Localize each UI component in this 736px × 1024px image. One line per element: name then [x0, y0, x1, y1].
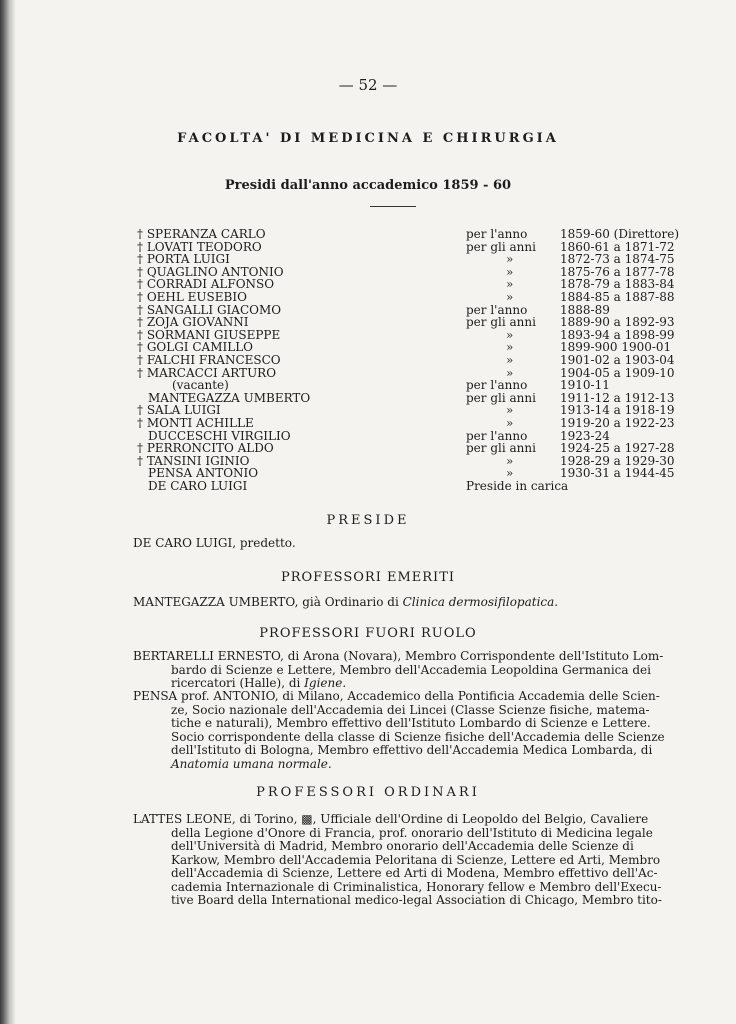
dean-name: † PORTA LUIGI — [137, 252, 230, 267]
dean-term-label: » — [506, 340, 514, 355]
emeriti-name: MANTEGAZZA UMBERTO, — [133, 595, 299, 609]
pensa-entry — [133, 690, 673, 771]
pensa-line-5: dell'Istituto di Bologna, Membro effettivo dell'Accademia Medica Lombarda, di — [171, 743, 653, 757]
page-number: — 52 — — [338, 76, 398, 94]
dean-term-label: » — [506, 327, 514, 342]
dean-name: MANTEGAZZA UMBERTO — [148, 390, 311, 405]
bertarelli-line-1: BERTARELLI ERNESTO, di Arona (Novara), Membro Corrispondente dell'Istituto Lom- — [133, 649, 664, 663]
emeriti-line — [133, 596, 673, 610]
dean-name: † SORMANI GIUSEPPE — [137, 327, 281, 342]
pensa-line-2: ze, Socio nazionale dell'Accademia dei Lincei (Classe Scienze fisiche, matema- — [171, 702, 650, 717]
dean-period: 1923-24 — [560, 428, 610, 443]
dean-period: 1904-05 a 1909-10 — [560, 365, 675, 380]
faculty-title: FACOLTA' DI MEDICINA E CHIRURGIA — [177, 131, 559, 146]
dean-name: † SPERANZA CARLO — [137, 227, 266, 241]
pensa-line-4: Socio corrispondente della classe di Scienze fisiche dell'Accademia delle Scienze — [171, 729, 665, 744]
dean-name: † TANSINI IGINIO — [137, 453, 250, 468]
dean-period: 1899-900 1900-01 — [560, 340, 672, 355]
dean-period: 1893-94 a 1898-99 — [560, 327, 675, 342]
dean-name: DE CARO LUIGI — [148, 479, 248, 493]
dean-name: † MARCACCI ARTURO — [137, 365, 277, 380]
dean-period: 1889-90 a 1892-93 — [560, 315, 675, 330]
dean-name: † MONTI ACHILLE — [137, 416, 254, 430]
dean-name: † ZOJA GIOVANNI — [137, 315, 249, 330]
dean-name: † FALCHI FRANCESCO — [137, 353, 281, 367]
dean-period: 1872-73 a 1874-75 — [560, 252, 675, 267]
preside-line: DE CARO LUIGI, predetto. — [133, 536, 296, 550]
dean-name: DUCCESCHI VIRGILIO — [148, 428, 291, 443]
dean-term-label: » — [506, 277, 514, 292]
dean-row — [0, 467, 736, 480]
dean-term-label: per l'anno — [466, 302, 528, 317]
dean-name: † SALA LUIGI — [137, 403, 221, 418]
deans-subtitle: Presidi dall'anno accademico 1859 - 60 — [224, 178, 512, 193]
binding-edge — [0, 0, 16, 1024]
emeriti-text: già Ordinario di — [298, 595, 403, 609]
dean-term-label: » — [506, 252, 514, 267]
dean-row — [0, 417, 736, 430]
lattes-line-7: tive Board della International medico-legal Association di Chicago, Membro tito- — [171, 893, 662, 907]
dean-period: 1924-25 a 1927-28 — [560, 441, 675, 456]
dean-period: 1919-20 a 1922-23 — [560, 416, 675, 430]
dean-term-label: » — [506, 403, 514, 418]
dean-name: † PERRONCITO ALDO — [137, 441, 274, 456]
lattes-line-2: della Legione d'Onore di Francia, prof. onorario dell'Istituto di Medicina legale — [171, 825, 653, 840]
dean-period: 1875-76 a 1877-78 — [560, 264, 675, 279]
dean-term-label: per gli anni — [466, 441, 536, 456]
dean-term-label: » — [506, 453, 514, 468]
bertarelli-line-2: bardo di Scienze e Lettere, Membro dell'Accademia Leopoldina Germanica dei — [171, 662, 651, 677]
dean-term-label: » — [506, 466, 514, 481]
lattes-line-1: LATTES LEONE, di Torino, ▩, Ufficiale dell'Ordine di Leopoldo del Belgio, Cavaliere — [133, 812, 649, 826]
dean-name: † CORRADI ALFONSO — [137, 277, 275, 292]
lattes-line-5: dell'Accademia di Scienze, Lettere ed Arti di Modena, Membro effettivo dell'Ac- — [171, 866, 658, 880]
lattes-entry — [133, 813, 673, 908]
dean-row — [0, 367, 736, 380]
dean-term-label: » — [506, 365, 514, 380]
dean-term-label: » — [506, 264, 514, 279]
preside-text — [133, 537, 673, 551]
ordinari-heading: PROFESSORI ORDINARI — [256, 785, 480, 800]
dean-period: 1901-02 a 1903-04 — [560, 353, 675, 367]
bertarelli-text: ricercatori (Halle), di — [171, 676, 305, 690]
pensa-line-1: PENSA prof. ANTONIO, di Milano, Accademico della Pontificia Accademia delle Scien- — [133, 689, 660, 703]
dean-row — [0, 291, 736, 304]
pensa-line-6 — [133, 758, 673, 772]
fuori-ruolo-heading: PROFESSORI FUORI RUOLO — [259, 626, 477, 641]
dean-term-label: per l'anno — [466, 378, 528, 393]
dean-period: 1884-85 a 1887-88 — [560, 290, 675, 304]
dean-name: † SANGALLI GIACOMO — [137, 302, 282, 317]
dean-name: † LOVATI TEODORO — [137, 239, 262, 254]
dean-name: (vacante) — [172, 378, 229, 393]
dean-period: 1859-60 (Direttore) — [560, 227, 680, 241]
dean-name: PENSA ANTONIO — [148, 466, 259, 481]
dean-period: 1878-79 a 1883-84 — [560, 277, 675, 292]
dean-name: † OEHL EUSEBIO — [137, 290, 247, 304]
dean-row — [0, 480, 736, 493]
dean-name: † QUAGLINO ANTONIO — [137, 264, 284, 279]
bertarelli-subject: Igiene. — [304, 676, 347, 690]
dean-name: † GOLGI CAMILLO — [137, 340, 253, 355]
dean-period: 1888-89 — [560, 302, 610, 317]
bertarelli-entry — [133, 650, 673, 691]
dean-term-label: per gli anni — [466, 390, 536, 405]
dean-term-label: » — [506, 353, 514, 367]
emeriti-subject: Clinica dermosifilopatica. — [402, 595, 559, 609]
dean-term-label: per gli anni — [466, 239, 536, 254]
dean-term-label: » — [506, 290, 514, 304]
dean-term-label: per l'anno — [466, 227, 528, 241]
dean-period: 1860-61 a 1871-72 — [560, 239, 675, 254]
dean-period: 1910-11 — [560, 378, 610, 393]
lattes-line-4: Karkow, Membro dell'Accademia Peloritana di Scienze, Lettere ed Arti, Membro — [171, 852, 661, 867]
dean-term-label: per gli anni — [466, 315, 536, 330]
pensa-line-3: tiche e naturali), Membro effettivo dell'Istituto Lombardo di Scienze e Lettere. — [171, 716, 651, 730]
dean-period: 1913-14 a 1918-19 — [560, 403, 675, 418]
lattes-line-6: cademia Internazionale di Criminalistica, Honorary fellow e Membro dell'Execu- — [171, 879, 662, 894]
dean-term-label: per l'anno — [466, 428, 528, 443]
preside-heading: PRESIDE — [326, 513, 410, 528]
dean-period: 1930-31 a 1944-45 — [560, 466, 675, 481]
dean-period: 1928-29 a 1929-30 — [560, 453, 675, 468]
dean-term-label: Preside in carica — [466, 479, 569, 493]
emeriti-entry — [133, 596, 673, 610]
pensa-subject: Anatomia umana normale. — [171, 756, 332, 771]
dean-period: 1911-12 a 1912-13 — [560, 390, 675, 405]
divider — [370, 206, 416, 207]
emeriti-heading: PROFESSORI EMERITI — [280, 570, 456, 585]
dean-term-label: » — [506, 416, 514, 430]
lattes-line-3: dell'Università di Madrid, Membro onorario dell'Accademia delle Scienze di — [171, 839, 634, 853]
